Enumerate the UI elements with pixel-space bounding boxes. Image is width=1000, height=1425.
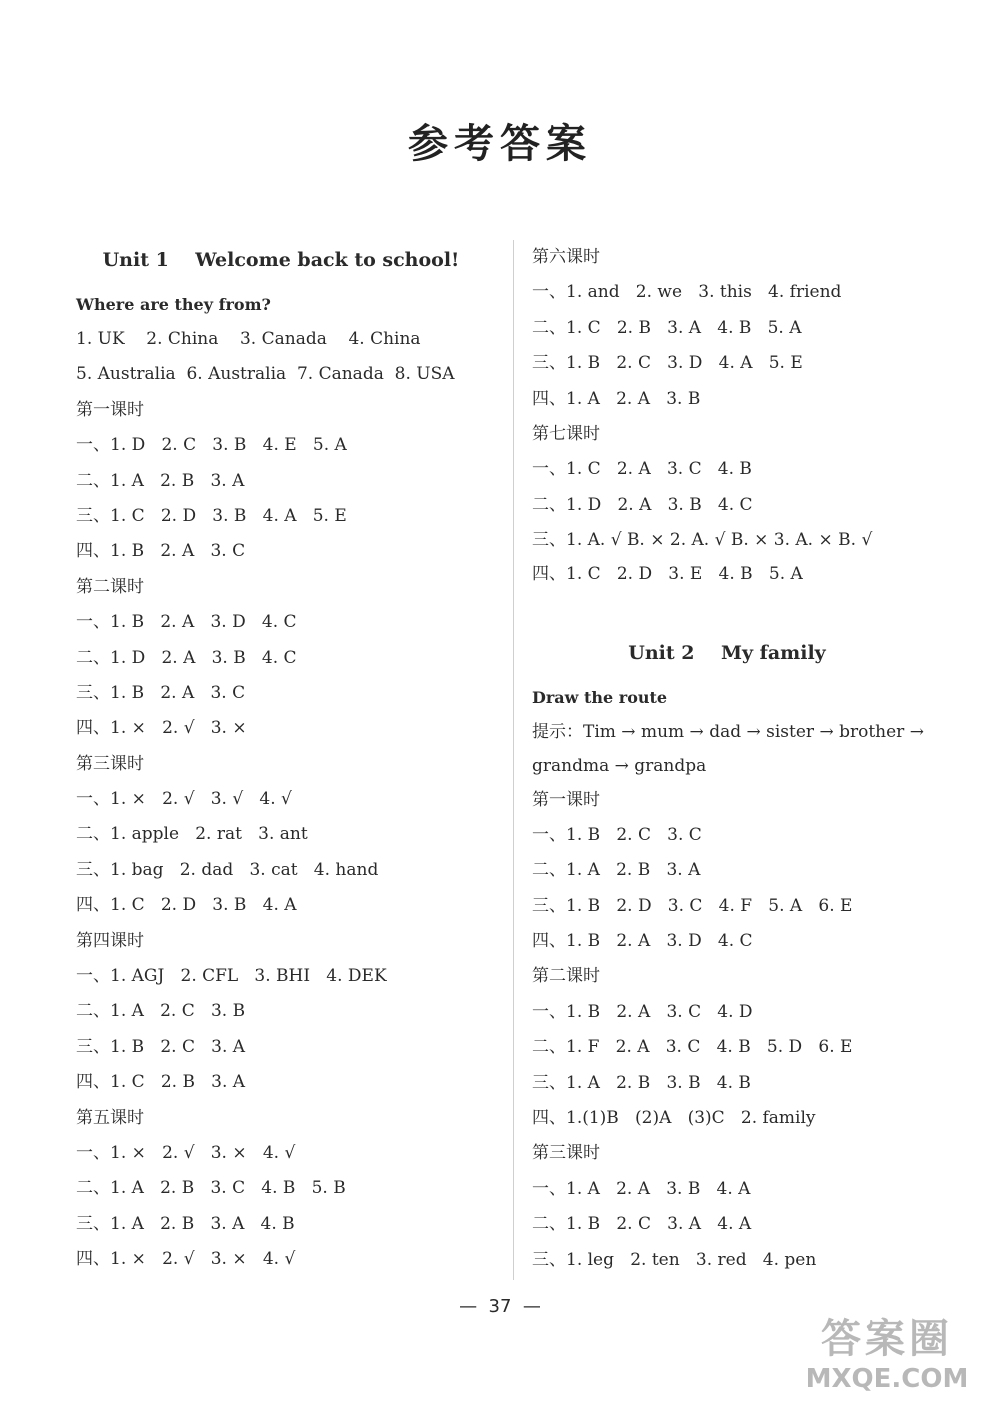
answer-row: 二、1. D 2. A 3. B 4. C <box>76 647 297 668</box>
answer-row: 一、1. × 2. √ 3. √ 4. √ <box>76 789 292 810</box>
answer-row: 一、1. × 2. √ 3. × 4. √ <box>76 1142 296 1163</box>
route-hint: 提示：Tim → mum → dad → sister → brother → grandma → grandpa <box>532 721 924 776</box>
answer-row: 一、1. D 2. C 3. B 4. E 5. A <box>76 435 347 456</box>
answer-row: 四、1. A 2. A 3. B <box>532 388 701 409</box>
answer-row: 二、1. apple 2. rat 3. ant <box>76 824 308 845</box>
lesson-label: 第四课时 <box>76 930 144 951</box>
answer-row: 三、1. A 2. B 3. B 4. B <box>532 1072 751 1093</box>
answer-row: 二、1. A 2. C 3. B <box>76 1001 246 1022</box>
answer-row: 三、1. bag 2. dad 3. cat 4. hand <box>76 859 379 880</box>
answer-row: 四、1. × 2. √ 3. × <box>76 718 247 739</box>
column-divider <box>513 240 514 1280</box>
lesson-label: 第一课时 <box>76 399 144 420</box>
answer-row: 四、1. C 2. B 3. A <box>76 1072 246 1093</box>
lesson-label: 第七课时 <box>532 423 600 444</box>
draw-route-title: Draw the route <box>532 687 668 707</box>
unit1-title: Unit 1 Welcome back to school! <box>102 249 460 271</box>
answer-row: 二、1. A 2. B 3. C 4. B 5. B <box>76 1178 346 1199</box>
answer-row: 三、1. B 2. D 3. C 4. F 5. A 6. E <box>532 895 853 916</box>
answer-row: 三、1. A 2. B 3. A 4. B <box>76 1213 295 1234</box>
answer-row: 四、1. × 2. √ 3. × 4. √ <box>76 1249 296 1270</box>
answer-row: 二、1. C 2. B 3. A 4. B 5. A <box>532 317 802 338</box>
answer-row: 二、1. A 2. B 3. A <box>532 860 701 881</box>
answer-row: 三、1. C 2. D 3. B 4. A 5. E <box>76 505 347 526</box>
answer-row: 一、1. A 2. A 3. B 4. A <box>532 1178 751 1199</box>
lesson-label: 第一课时 <box>532 789 600 810</box>
watermark-line1: 答案圈 <box>821 1316 953 1362</box>
answer-row: 二、1. B 2. C 3. A 4. A <box>532 1214 752 1235</box>
answer-row: 三、1. B 2. A 3. C <box>76 682 246 703</box>
unit2-title: Unit 2 My family <box>628 641 826 664</box>
answer-row: 一、1. C 2. A 3. C 4. B <box>532 459 752 480</box>
answer-row: 一、1. B 2. C 3. C <box>532 824 702 845</box>
answer-row: 一、1. B 2. A 3. C 4. D <box>532 1001 753 1022</box>
answer-row: 四、1. B 2. A 3. D 4. C <box>532 931 753 952</box>
answer-row: 三、1. B 2. C 3. D 4. A 5. E <box>532 353 803 374</box>
answer-row: 一、1. B 2. A 3. D 4. C <box>76 612 297 633</box>
answer-row: 1. UK 2. China 3. Canada 4. China <box>76 329 421 349</box>
page-title: 参考答案 <box>408 120 592 167</box>
watermark-logo <box>792 1315 982 1407</box>
lesson-label: 第二课时 <box>76 576 144 597</box>
answer-row: 一、1. and 2. we 3. this 4. friend <box>532 282 842 303</box>
answer-row: 四、1. C 2. D 3. E 4. B 5. A <box>532 564 803 585</box>
page-number: — 37 — <box>459 1296 541 1317</box>
lesson-label: 第三课时 <box>532 1143 600 1164</box>
watermark-line2: MXQE.COM <box>805 1364 969 1394</box>
lesson-label: 第三课时 <box>76 753 144 774</box>
left-column <box>76 240 496 1278</box>
answer-row: 三、1. B 2. C 3. A <box>76 1036 246 1057</box>
lesson-label: 第六课时 <box>532 247 600 267</box>
lesson-label: 第五课时 <box>76 1107 144 1128</box>
answer-row: 四、1. C 2. D 3. B 4. A <box>76 895 297 916</box>
answer-row: 三、1. A. √ B. × 2. A. √ B. × 3. A. × B. √ <box>532 530 873 551</box>
answer-row: 四、1. B 2. A 3. C <box>76 541 246 562</box>
answer-row: 5. Australia 6. Australia 7. Canada 8. USA <box>76 364 455 385</box>
spacer <box>76 280 496 288</box>
where-section-title: Where are they from? <box>76 295 271 314</box>
answer-row: 三、1. leg 2. ten 3. red 4. pen <box>532 1249 817 1270</box>
right-column <box>532 240 962 1278</box>
lesson-label: 第二课时 <box>532 966 600 987</box>
answer-row: 二、1. D 2. A 3. B 4. C <box>532 494 753 515</box>
answer-row: 四、1.(1)B (2)A (3)C 2. family <box>532 1108 816 1129</box>
answer-row: 二、1. F 2. A 3. C 4. B 5. D 6. E <box>532 1037 853 1058</box>
spacer <box>532 673 962 681</box>
spacer <box>532 593 962 633</box>
answer-row: 二、1. A 2. B 3. A <box>76 470 245 491</box>
answer-row: 一、1. AGJ 2. CFL 3. BHI 4. DEK <box>76 966 387 987</box>
